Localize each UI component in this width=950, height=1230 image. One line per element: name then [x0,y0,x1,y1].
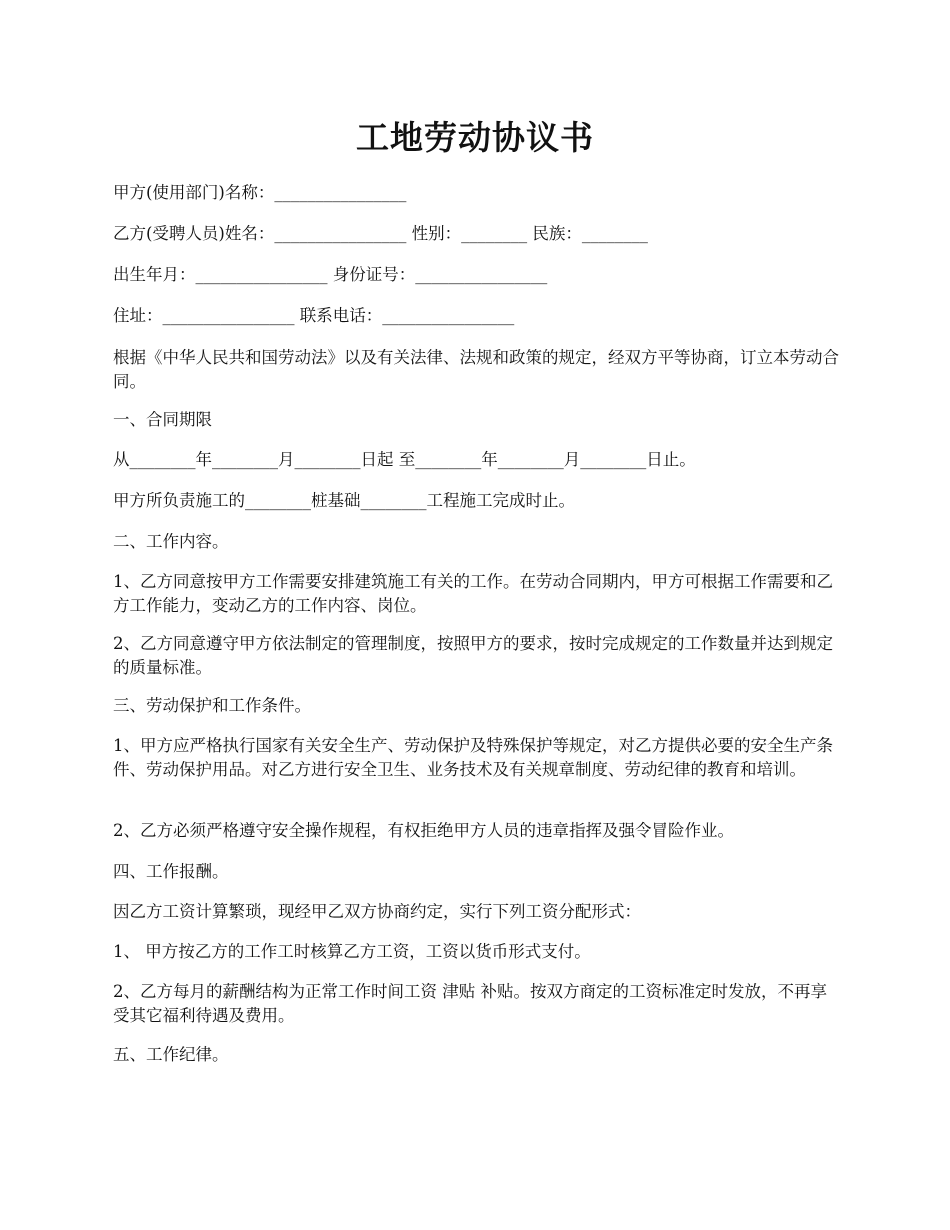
work-content-clause-2: 2、乙方同意遵守甲方依法制定的管理制度，按照甲方的要求，按时完成规定的工作数量并达到规定的质量标准。 [113,634,833,677]
labor-protection-clause-2: 2、乙方必须严格遵守安全操作规程，有权拒绝甲方人员的违章指挥及强令冒险作业。 [113,821,734,840]
section-heading-work-content: 二、工作内容。 [113,532,229,551]
party-b-info-line: 乙方(受聘人员)姓名：________________ 性别：________ 民族：________ [113,224,648,243]
address-phone-line: 住址：________________ 联系电话：________________ [113,306,515,325]
section-heading-labor-protection: 三、劳动保护和工作条件。 [113,696,311,715]
project-completion-line: 甲方所负责施工的________桩基础________工程施工完成时止。 [113,491,575,510]
work-content-clause-1: 1、乙方同意按甲方工作需要安排建筑施工有关的工作。在劳动合同期内，甲方可根据工作需要和乙方工作能力，变动乙方的工作内容、岗位。 [113,572,833,615]
contract-period-line: 从________年________月________日起 至________年________月________日止。 [113,450,696,469]
birth-id-line: 出生年月：________________ 身份证号：________________ [113,265,548,284]
party-a-name-line: 甲方(使用部门)名称：________________ [113,183,407,202]
document-title: 工地劳动协议书 [356,118,594,157]
section-heading-term: 一、合同期限 [113,410,212,429]
section-heading-discipline: 五、工作纪律。 [113,1045,229,1064]
remuneration-intro: 因乙方工资计算繁琐，现经甲乙双方协商约定，实行下列工资分配形式： [113,902,641,921]
remuneration-clause-2: 2、乙方每月的薪酬结构为正常工作时间工资 津贴 补贴。按双方商定的工资标准定时发放，不再享受其它福利待遇及费用。 [113,982,827,1025]
labor-protection-clause-1: 1、甲方应严格执行国家有关安全生产、劳动保护及特殊保护等规定，对乙方提供必要的安全生产条件、劳动保护用品。对乙方进行安全卫生、业务技术及有关规章制度、劳动纪律的教育和培训。 [113,736,833,779]
preamble-paragraph: 根据《中华人民共和国劳动法》以及有关法律、法规和政策的规定，经双方平等协商，订立本劳动合同。 [113,348,839,391]
remuneration-clause-1: 1、 甲方按乙方的工作工时核算乙方工资，工资以货币形式支付。 [113,942,591,961]
section-heading-remuneration: 四、工作报酬。 [113,862,229,881]
